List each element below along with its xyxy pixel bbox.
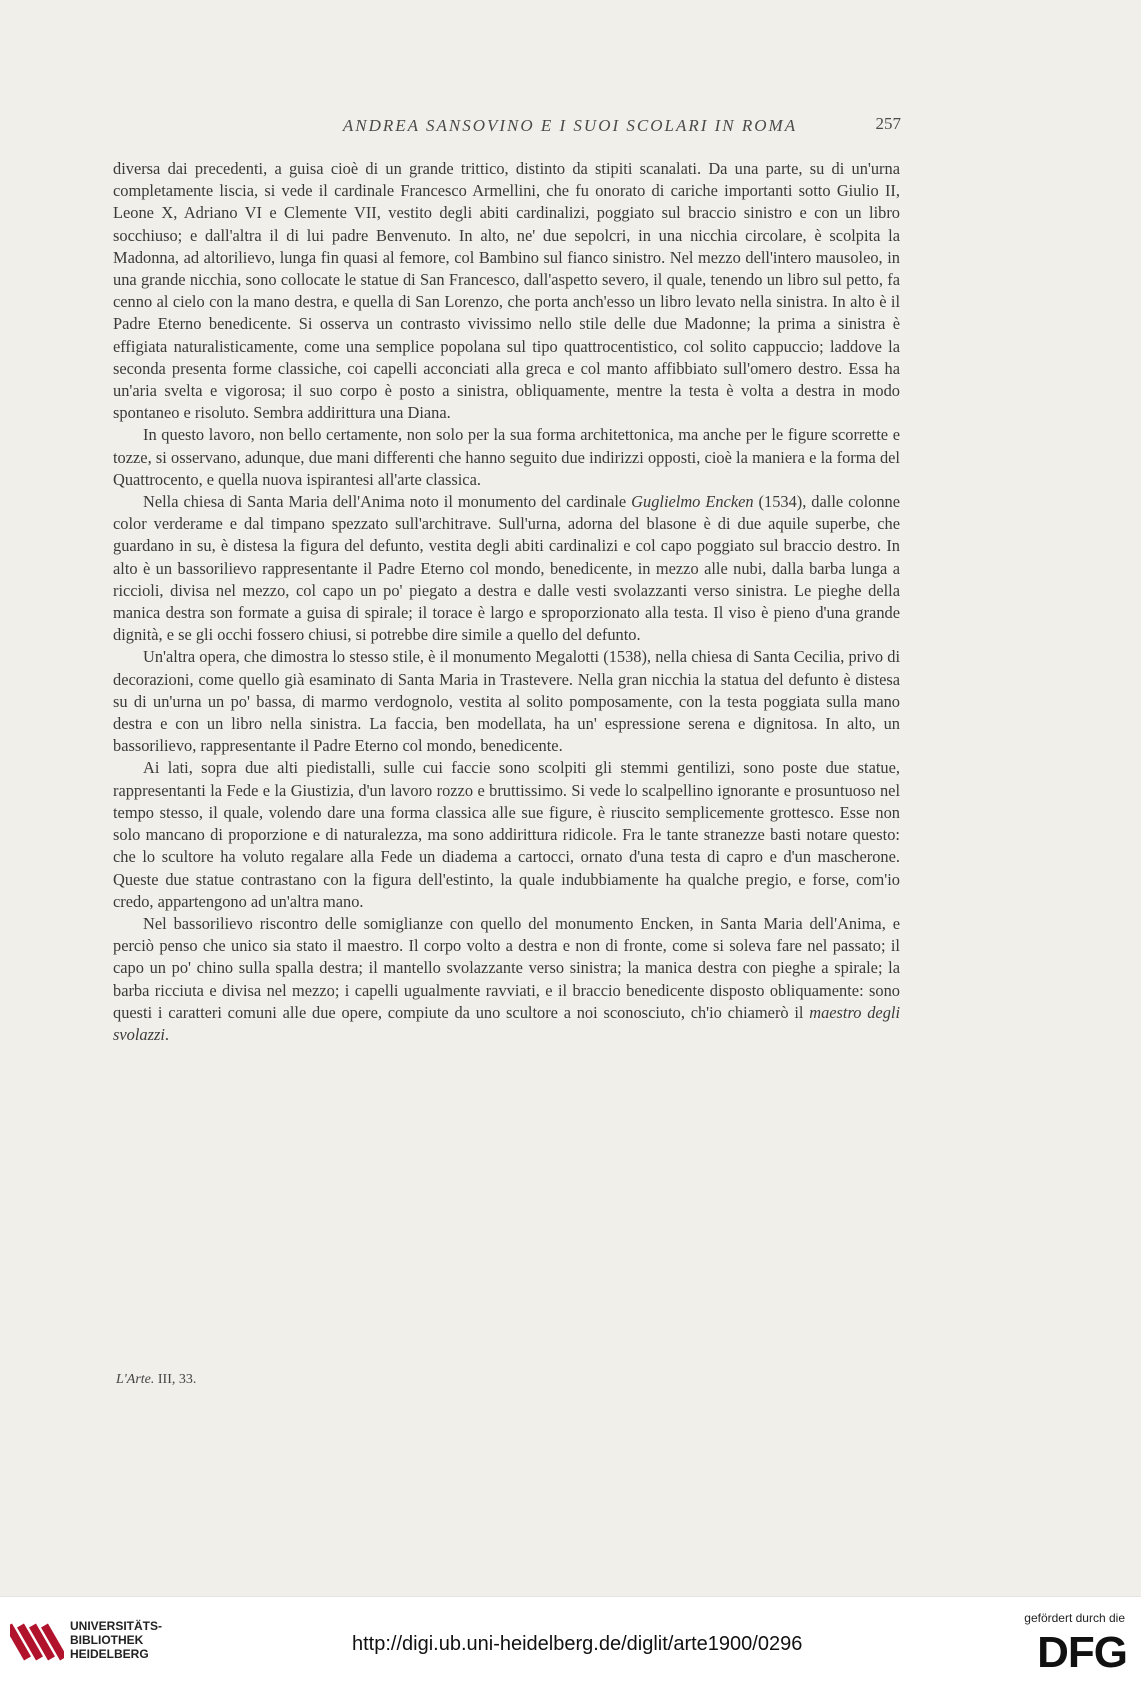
text-run: (1534), dalle colonne color verderame e dal timpano spezzato sull'architrave. Sull'urna, adorna del blasone è di due aquile superbe, che guardano in su, è distesa la figura del defunto, vestita degli abiti cardinalizi e col capo poggiato sul braccio destro. In alto è un bassorilievo rappresentante il Padre Eterno col mondo, benedicente, in mezzo alle nubi, dalla barba lunga a riccioli, divisa nel mezzo, col capo un po' piegato a destra e dalle vesti svolazzanti verso sinistra. Le pieghe della manica destra son formate a guisa di spirale; il torace è largo e sproporzionato alla testa. Il viso è pieno d'una grande dignità, e se gli occhi fossero chiusi, si potrebbe dire simile a quello del defunto. — [113, 492, 901, 645]
paragraph — [113, 158, 900, 424]
footer-bar — [0, 1596, 1141, 1685]
dfg-logo[interactable]: DFG — [1037, 1628, 1127, 1677]
institution-line: UNIVERSITÄTS- — [70, 1619, 163, 1633]
running-title: ANDREA SANSOVINO E I SUOI SCOLARI IN ROMA — [342, 116, 798, 135]
journal-volume: III, 33. — [157, 1372, 197, 1387]
text-run: Ai lati, sopra due alti piedistalli, sulle cui faccie sono scolpiti gli stemmi gentilizi, sono poste due statue, rappresentanti la Fede e la Giustizia, d'un lavoro rozzo e bruttissimo. Si vede lo scalpellino ignorante e prosuntuoso nel tempo stesso, il quale, volendo dare una forma classica alle sue figure, è riuscito semplicemente grottesco. Esse non solo mancano di proporzione e di naturalezza, ma sono addirittura ridicole. Fra le tante stranezze basti notare questo: che lo scultore ha voluto regalare alla Fede un diadema a cartocci, ornato d'una testa di capro e d'un mascherone. Queste due statue contrastano con la figura dell'estinto, la quale indubbiamente ha qualche pregio, e forse, com'io credo, appartengono ad un'altra mano. — [113, 758, 900, 911]
text-run: In questo lavoro, non bello certamente, non solo per la sua forma architettonica, ma anche per le figure scorrette e tozze, si osservano, adunque, due mani differenti che hanno seguito due indirizzi opposti, cioè la maniera e la forma del Quattrocento, e quella nuova ispirantesi all'arte classica. — [113, 425, 900, 489]
text-run: . — [164, 1024, 170, 1044]
italic-text: Guglielmo Encken — [631, 492, 754, 512]
paragraph — [113, 491, 900, 646]
page-number: 257 — [875, 114, 901, 133]
text-run: Nel bassorilievo riscontro delle somiglianze con quello del monumento Encken, in Santa Maria dell'Anima, e perciò penso che unico sia stato il maestro. Il corpo volto a destra e non di fronte, come si soleva fare nel passato; il capo un po' chino sulla spalla destra; il mantello svolazzante verso sinistra; la manica destra con pieghe a spirale; la barba ricciuta e divisa nel mezzo; i capelli ugualmente ravviati, e il braccio benedicente disposto obliquamente: sono questi i caratteri comuni alle due opere, compiute da uno scultore a noi sconosciuto, ch'io chiamerò il — [113, 913, 900, 1022]
funding-label: gefördert durch die — [1024, 1611, 1125, 1625]
paragraph — [113, 913, 900, 1046]
institution-line: HEIDELBERG — [70, 1647, 149, 1661]
paragraph — [113, 757, 900, 912]
institution-line: BIBLIOTHEK — [70, 1633, 144, 1647]
article-body — [113, 158, 900, 1046]
institution-name — [70, 1619, 162, 1661]
signature-line — [116, 1372, 196, 1388]
text-run: diversa dai precedenti, a guisa cioè di un grande trittico, distinto da stipiti scanalati. Da una parte, su di un'urna completamente liscia, si vede il cardinale Francesco Armellini, che fu onorato di cariche importanti sotto Giulio II, Leone X, Adriano VI e Clemente VII, vestito degli abiti cardinalizi, poggiato sul braccio sinistro e con un libro socchiuso; e dall'altra il di lui padre Benvenuto. In alto, ne' due sepolcri, in una nicchia circolare, è scolpita la Madonna, ad altorilievo, lunga fin quasi al femore, col Bambino sul fianco sinistro. Nel mezzo dell'intero mausoleo, in una grande nicchia, sono collocate le statue di San Francesco, dall'aspetto severo, il quale, tenendo un libro sul petto, fa cenno al cielo con la mano destra, e quella di San Lorenzo, che porta anch'esso un libro levato nella sinistra. In alto è il Padre Eterno benedicente. Si osserva un contrasto vivissimo nello stile delle due Madonne; la prima a sinistra è effigiata naturalisticamente, come una semplice popolana sul tipo quattrocentistico, col solito cappuccio; laddove la seconda presenta forme classiche, coi capelli acconciati alla greca e col manto affibbiato sull'omero destro. Essa ha un'aria svelta e vigorosa; il suo corpo è posto a sinistra, obliquamente, mentre la testa è volta a destra in modo spontaneo e risoluto. Sembra addirittura una Diana. — [113, 159, 900, 423]
permalink-url[interactable]: http://digi.ub.uni-heidelberg.de/diglit/arte1900/0296 — [352, 1633, 803, 1655]
journal-name: L'Arte. — [116, 1372, 155, 1387]
paragraph — [113, 646, 900, 757]
italic-text: maestro degli svolazzi — [113, 1002, 900, 1044]
text-run: Un'altra opera, che dimostra lo stesso stile, è il monumento Megalotti (1538), nella chiesa di Santa Cecilia, privo di decorazioni, come quello già esaminato di Santa Maria in Trastevere. Nella gran nicchia la statua del defunto è distesa su di un'urna un po' bassa, di marmo verdognolo, vestita al solito pomposamente, con la testa poggiata sulla mano destra e con un libro nella sinistra. La faccia, ben modellata, ha un' espressione serena e dignitosa. In alto, un bassorilievo, rappresentante il Padre Eterno col mondo, benedicente. — [113, 647, 900, 756]
university-library-logo-icon[interactable] — [10, 1615, 64, 1669]
paragraph — [113, 424, 900, 491]
text-run: Nella chiesa di Santa Maria dell'Anima noto il monumento del cardinale — [143, 492, 632, 512]
